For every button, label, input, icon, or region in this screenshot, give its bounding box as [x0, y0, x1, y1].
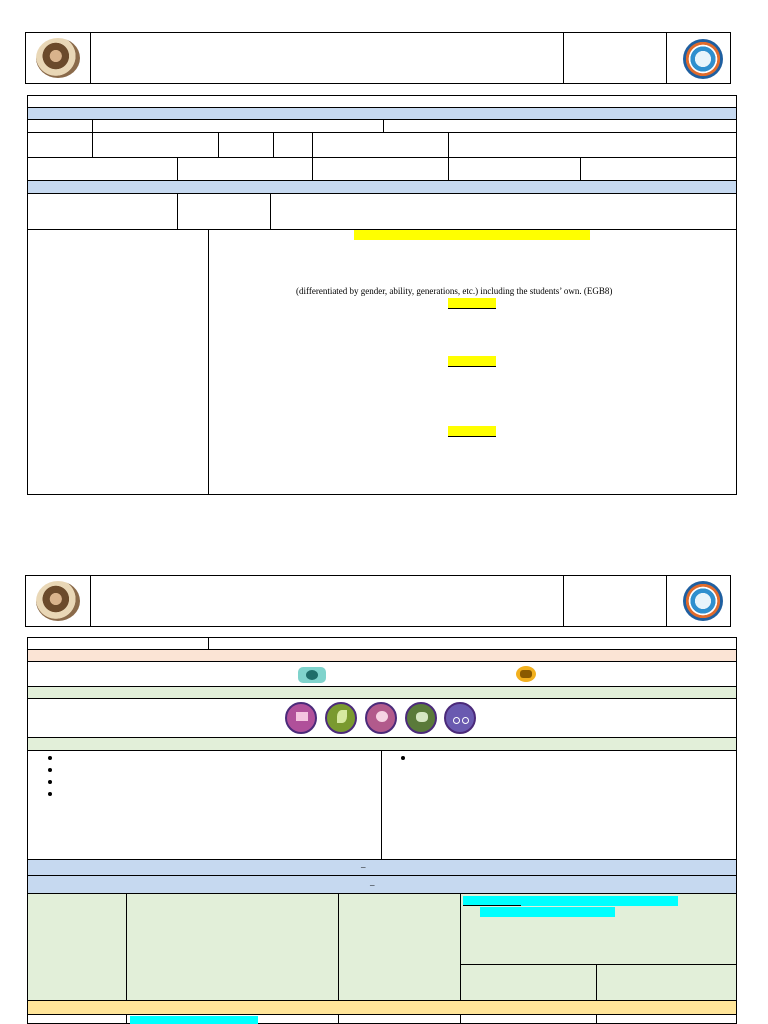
page2-header-code-cell [563, 575, 667, 627]
page1-content-box [27, 229, 737, 495]
bullet-point [48, 792, 52, 796]
bullet-point [48, 780, 52, 784]
blue-band-1 [28, 859, 736, 876]
piggy-bank-badge-icon [405, 702, 437, 734]
cell-divider [177, 157, 178, 180]
cell-divider [92, 120, 93, 157]
cell-divider [218, 132, 219, 157]
separator-dash-2: – [370, 880, 375, 890]
bullet-point [48, 756, 52, 760]
bullet-point [48, 768, 52, 772]
cyclist-badge-icon [444, 702, 476, 734]
cell-divider [381, 751, 382, 859]
green-column-1 [28, 894, 126, 1000]
cell-divider [312, 132, 313, 180]
flag-badge-icon [285, 702, 317, 734]
cell-divider [273, 132, 274, 157]
cell-divider [596, 964, 597, 1024]
school-seal-logo-icon [683, 39, 723, 79]
cell-divider [383, 120, 384, 132]
cs-speech-bubble-icon [516, 666, 536, 682]
instructions-text: (differentiated by gender, ability, generations, etc.) including the students’ own. (EGB8) [296, 286, 613, 296]
row-divider [28, 132, 736, 133]
saint-portrait-logo-icon [36, 38, 80, 78]
underline-marker-1 [448, 308, 496, 309]
c-speech-bubble-icon [298, 667, 326, 683]
saint-portrait-logo-icon [36, 581, 80, 621]
heart-hands-badge-icon [365, 702, 397, 734]
underline-marker [463, 905, 521, 906]
school-seal-logo-icon [683, 581, 723, 621]
page1-header-code-cell [563, 32, 667, 84]
page1-content-left-column [208, 229, 209, 495]
bullet-point [401, 756, 405, 760]
green-band-1 [28, 687, 736, 699]
cell-divider [270, 194, 271, 230]
peach-band [28, 649, 736, 662]
gold-band [28, 1000, 736, 1015]
yellow-highlight-heading [354, 230, 590, 240]
cell-divider [177, 194, 178, 230]
page1-title-band [28, 107, 736, 120]
cyan-highlight-3 [130, 1016, 258, 1024]
green-band-2 [28, 737, 736, 751]
cyan-highlight-2 [480, 907, 615, 917]
green-column-3 [339, 894, 460, 1000]
row-divider [461, 964, 736, 965]
cell-divider [208, 637, 209, 649]
cell-divider [448, 132, 449, 180]
separator-dash-1: – [361, 862, 366, 872]
leaf-badge-icon [325, 702, 357, 734]
blue-band-2 [28, 876, 736, 894]
underline-marker-2 [448, 366, 496, 367]
underline-marker-3 [448, 436, 496, 437]
row-divider [28, 157, 736, 158]
green-column-2 [127, 894, 338, 1000]
page1-section-band [28, 180, 736, 194]
cell-divider [580, 157, 581, 180]
